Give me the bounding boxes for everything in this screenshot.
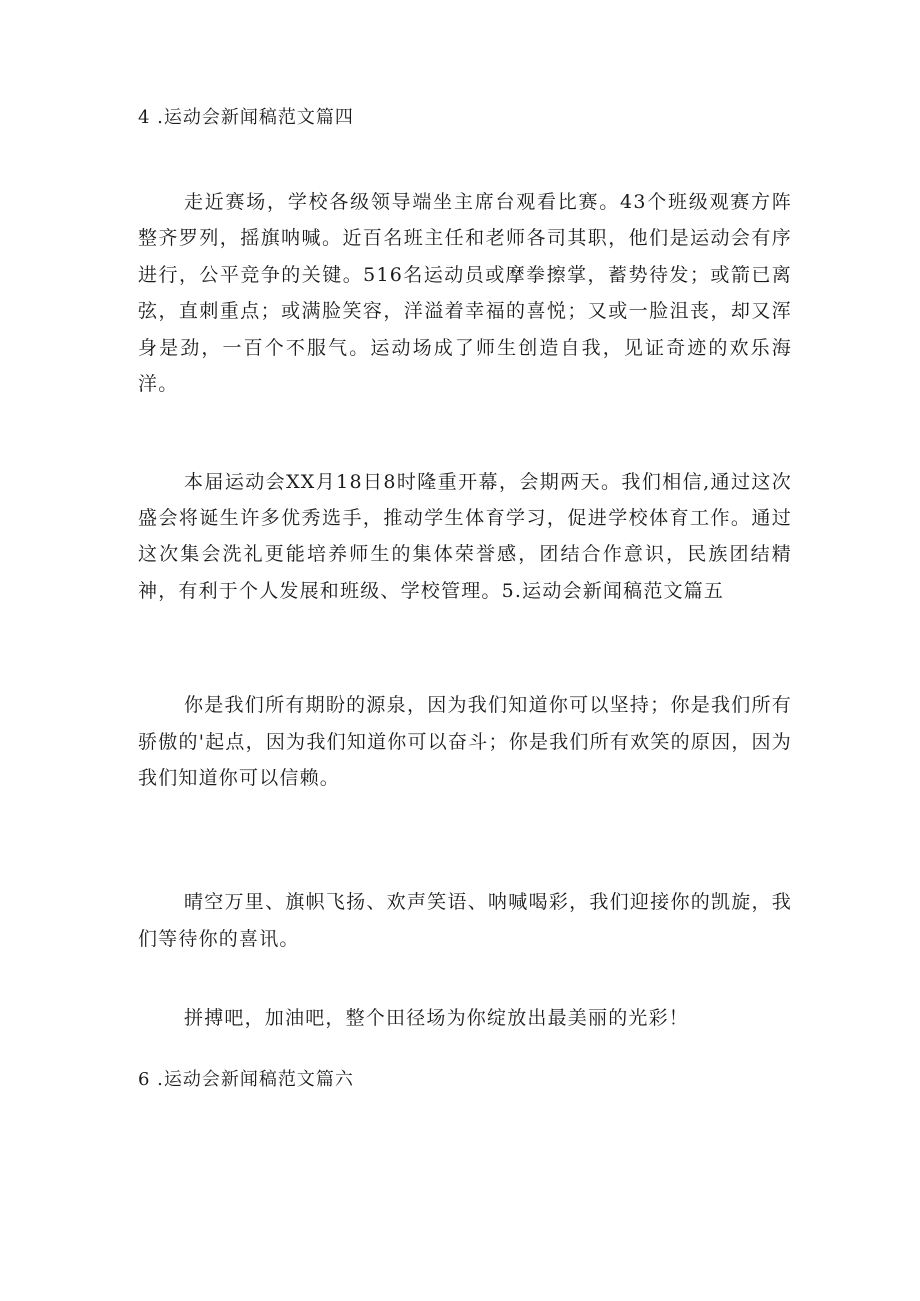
paragraph-cheer: 拼搏吧，加油吧，整个田径场为你绽放出最美丽的光彩！ — [184, 1007, 690, 1029]
paragraph-source-of-hope: 你是我们所有期盼的源泉，因为我们知道你可以坚持；你是我们所有骄傲的'起点，因为我们知道你可以奋斗；你是我们所有欢笑的原因，因为我们知道你可以信赖。 — [138, 694, 792, 790]
paragraph-opening-ceremony: 本届运动会XX月18日8时隆重开幕，会期两天。我们相信,通过这次盛会将诞生许多优秀选手，推动学生体育学习，促进学校体育工作。通过这次集会洗礼更能培养师生的集体荣誉感，团结合作意识，民族团结精神，有利于个人发展和班级、学校管理。5.运动会新闻稿范文篇五 — [138, 471, 792, 602]
paragraph-stadium-scene: 走近赛场，学校各级领导端坐主席台观看比赛。43个班级观赛方阵整齐罗列，摇旗呐喊。近百名班主任和老师各司其职，他们是运动会有序进行，公平竞争的关键。516名运动员或摩拳擦掌，蓄势待发；或箭已离弦，直刺重点；或满脸笑容，洋溢着幸福的喜悦；又或一脸沮丧，却又浑身是劲，一百个不服气。运动场成了师生创造自我，见证奇迹的欢乐海洋。 — [138, 191, 792, 396]
section-heading-6: 6 .运动会新闻稿范文篇六 — [138, 1069, 354, 1090]
section-heading-4: 4 .运动会新闻稿范文篇四 — [138, 107, 354, 128]
paragraph-clear-sky: 晴空万里、旗帜飞扬、欢声笑语、呐喊喝彩，我们迎接你的凯旋，我们等待你的喜讯。 — [138, 891, 792, 950]
